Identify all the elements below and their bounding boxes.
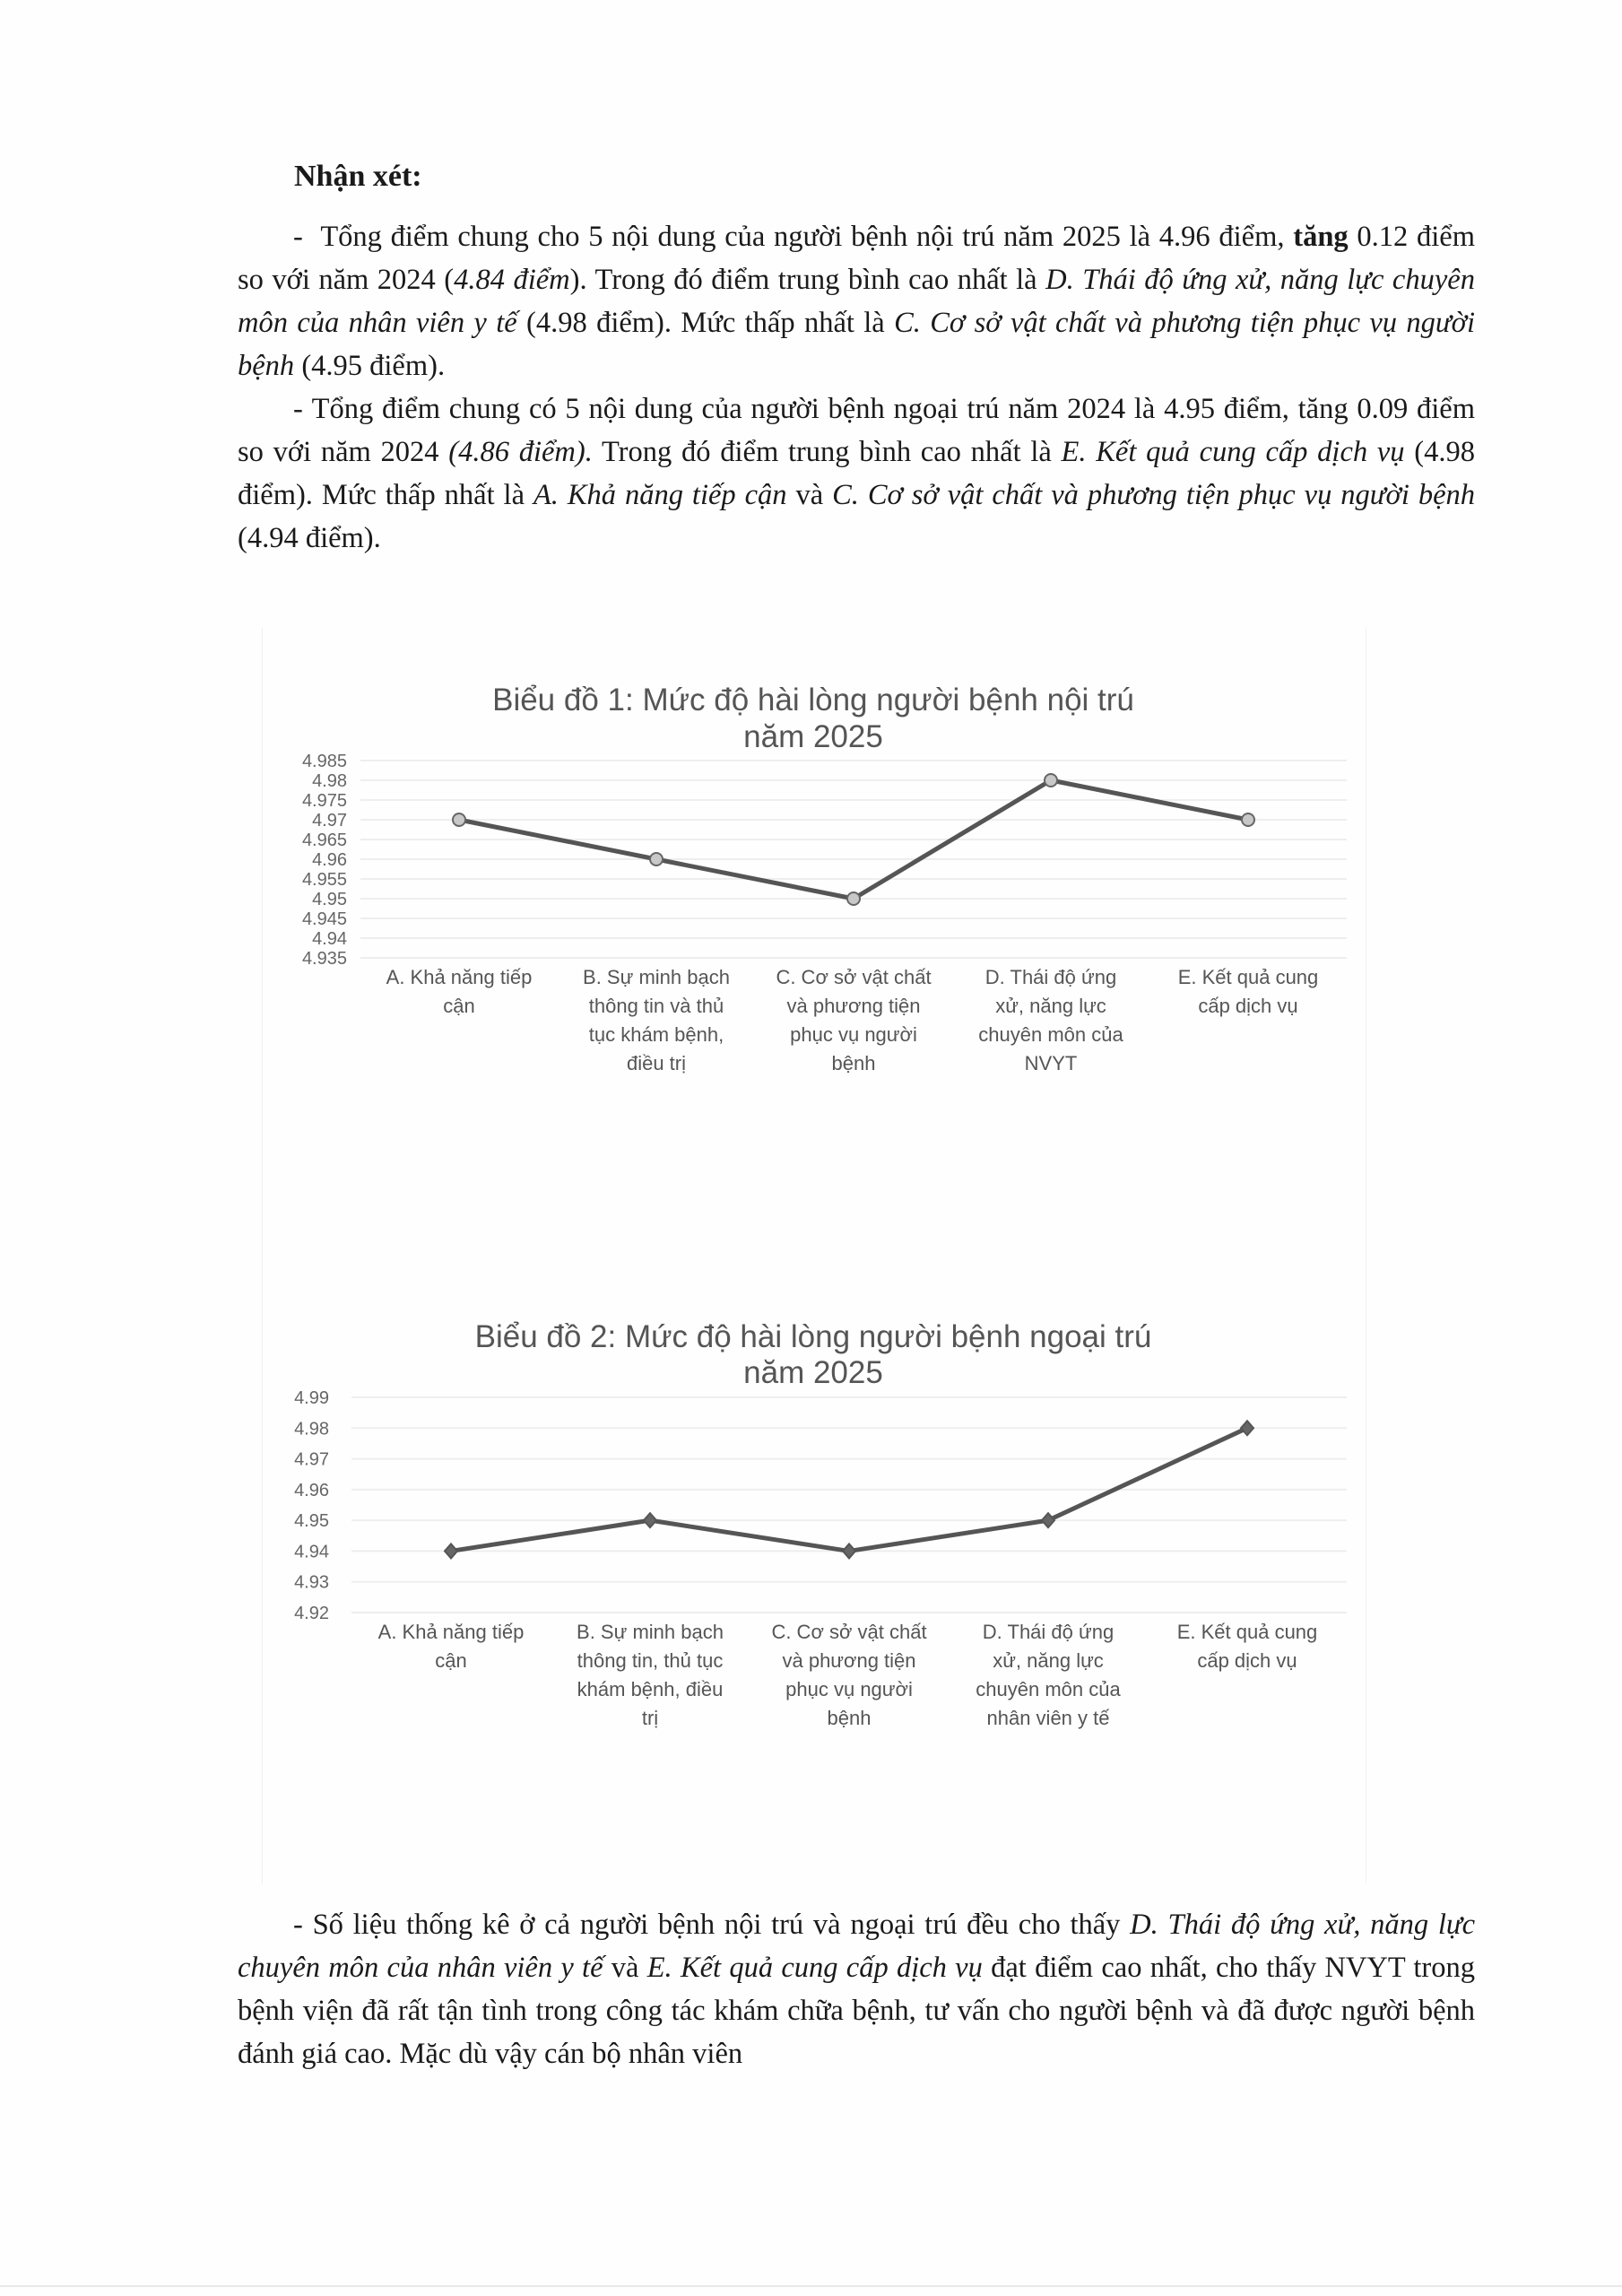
x-category-label: khám bệnh, điều bbox=[577, 1678, 724, 1700]
text-run: và bbox=[786, 479, 833, 511]
section-heading: Nhận xét: bbox=[294, 160, 422, 193]
x-category-label: D. Thái độ ứng bbox=[984, 966, 1117, 988]
data-point-marker bbox=[1241, 1421, 1253, 1435]
x-category-label: bệnh bbox=[827, 1707, 872, 1729]
text-run: ). Trong đó điểm trung bình cao nhất là bbox=[569, 264, 1046, 296]
y-tick-label: 4.93 bbox=[294, 1572, 329, 1593]
chart-inpatient-satisfaction bbox=[262, 628, 1365, 1256]
text-run: và bbox=[603, 1952, 647, 1984]
text-run: đạt điểm cao nhất, cho thấy NVYT trong bệnh viện đã rất tận tình trong công tác khám chữa bệnh, tư vấn cho người bệnh và đã được người bệnh đánh giá cao. Mặc dù vậy cán bộ nhân viên bbox=[238, 1952, 1475, 2070]
data-point-marker bbox=[843, 1544, 855, 1558]
text-run: Trong đó điểm trung bình cao nhất là bbox=[592, 436, 1062, 468]
x-category-label: thông tin và thủ bbox=[588, 995, 724, 1017]
paragraph-outpatient-summary bbox=[238, 387, 1475, 560]
x-category-label: chuyên môn của bbox=[976, 1678, 1121, 1700]
x-category-label: xử, năng lực bbox=[993, 1649, 1104, 1672]
data-point-marker bbox=[1242, 813, 1254, 826]
italic-text: E. Kết quả cung cấp dịch vụ bbox=[646, 1952, 983, 1984]
text-run: (4.94 điểm). bbox=[238, 522, 381, 554]
y-tick-label: 4.95 bbox=[294, 1511, 329, 1532]
data-point-marker bbox=[1042, 1513, 1054, 1527]
y-tick-label: 4.95 bbox=[312, 890, 347, 909]
y-tick-label: 4.97 bbox=[312, 811, 347, 831]
x-category-label: A. Khả năng tiếp bbox=[377, 1621, 525, 1643]
list-dash: - bbox=[293, 221, 303, 253]
y-tick-label: 4.99 bbox=[294, 1388, 329, 1408]
x-category-label: và phương tiện bbox=[782, 1649, 916, 1672]
y-tick-label: 4.985 bbox=[301, 752, 347, 771]
y-tick-label: 4.94 bbox=[312, 929, 347, 949]
text-run: Tổng điểm chung có 5 nội dung của người bệnh ngoại trú năm 2024 là 4.95 điểm, tăng 0.09 điểm so với năm 2024 bbox=[238, 393, 1475, 468]
y-tick-label: 4.98 bbox=[294, 1419, 329, 1439]
italic-text: D. Thái độ ứng xử, năng lực chuyên môn của nhân viên y tế bbox=[238, 1909, 1476, 1984]
data-point-marker bbox=[847, 892, 860, 905]
text-run: Số liệu thống kê ở cả người bệnh nội trú và ngoại trú đều cho thấy bbox=[312, 1909, 1131, 1941]
y-tick-label: 4.945 bbox=[301, 909, 347, 929]
text-run: (4.95 điểm). bbox=[294, 350, 446, 382]
x-category-label: phục vụ người bbox=[785, 1678, 913, 1700]
italic-text: D. Thái độ ứng xử, năng lực chuyên môn của nhân viên y tế bbox=[238, 264, 1475, 339]
bold-text: tăng bbox=[1293, 221, 1349, 253]
page-bottom-edge bbox=[0, 2285, 1622, 2287]
x-category-label: NVYT bbox=[1024, 1052, 1078, 1074]
y-tick-label: 4.97 bbox=[294, 1449, 329, 1470]
italic-text: C. Cơ sở vật chất và phương tiện phục vụ người bệnh bbox=[832, 479, 1475, 511]
paragraph-inpatient-summary bbox=[238, 215, 1475, 387]
text-run: (4.98 điểm). Mức thấp nhất là bbox=[516, 307, 895, 339]
chart-title-line: Biểu đồ 2: Mức độ hài lòng người bệnh ngoại trú bbox=[474, 1319, 1152, 1354]
x-category-label: chuyên môn của bbox=[978, 1023, 1123, 1046]
x-category-label: C. Cơ sở vật chất bbox=[771, 1621, 927, 1643]
x-category-label: E. Kết quả cung bbox=[1177, 966, 1319, 988]
italic-text: C. Cơ sở vật chất và phương tiện phục vụ người bệnh bbox=[238, 307, 1476, 382]
x-category-label: cận bbox=[435, 1649, 467, 1672]
y-tick-label: 4.965 bbox=[301, 831, 347, 850]
x-category-label: điều trị bbox=[626, 1052, 687, 1074]
italic-text: 4.84 điểm bbox=[454, 264, 570, 296]
x-category-label: thông tin, thủ tục bbox=[577, 1649, 724, 1672]
list-dash: - bbox=[293, 1909, 303, 1941]
y-tick-label: 4.94 bbox=[294, 1542, 329, 1562]
chart-title-line: Biểu đồ 1: Mức độ hài lòng người bệnh nội trú bbox=[492, 683, 1134, 718]
y-tick-label: 4.955 bbox=[301, 870, 347, 890]
y-tick-label: 4.935 bbox=[301, 949, 347, 969]
x-category-label: cận bbox=[443, 995, 475, 1017]
paragraph-conclusion bbox=[238, 1903, 1475, 2075]
text-run: Tổng điểm chung cho 5 nội dung của người bệnh nội trú năm 2025 là 4.96 điểm, bbox=[320, 221, 1285, 253]
chart-title-line: năm 2025 bbox=[743, 719, 883, 754]
y-tick-label: 4.96 bbox=[294, 1480, 329, 1500]
chart-title-line: năm 2025 bbox=[743, 1355, 883, 1390]
y-tick-label: 4.92 bbox=[294, 1604, 329, 1623]
x-category-label: cấp dịch vụ bbox=[1197, 1649, 1297, 1672]
x-category-label: C. Cơ sở vật chất bbox=[776, 966, 932, 988]
data-point-marker bbox=[1045, 774, 1057, 787]
x-category-label: B. Sự minh bạch bbox=[577, 1621, 724, 1643]
x-category-label: và phương tiện bbox=[786, 995, 921, 1017]
data-point-marker bbox=[644, 1513, 656, 1527]
y-tick-label: 4.98 bbox=[312, 771, 347, 791]
x-category-label: A. Khả năng tiếp bbox=[386, 966, 533, 988]
list-dash: - bbox=[293, 393, 303, 425]
x-category-label: cấp dịch vụ bbox=[1198, 995, 1298, 1017]
italic-text: A. Khả năng tiếp cận bbox=[533, 479, 787, 511]
data-point-marker bbox=[445, 1544, 457, 1558]
x-category-label: D. Thái độ ứng bbox=[982, 1621, 1115, 1643]
x-category-label: trị bbox=[641, 1707, 659, 1729]
italic-text: (4.86 điểm). bbox=[448, 436, 593, 468]
y-tick-label: 4.96 bbox=[312, 850, 347, 870]
text-run: (4.98 điểm). Mức thấp nhất là bbox=[238, 436, 1475, 511]
italic-text: E. Kết quả cung cấp dịch vụ bbox=[1061, 436, 1405, 468]
x-category-label: bệnh bbox=[831, 1052, 876, 1074]
x-category-label: nhân viên y tế bbox=[986, 1707, 1110, 1729]
data-point-marker bbox=[453, 813, 465, 826]
data-point-marker bbox=[650, 853, 663, 865]
x-category-label: phục vụ người bbox=[790, 1023, 917, 1046]
y-tick-label: 4.975 bbox=[301, 791, 347, 811]
x-category-label: tục khám bệnh, bbox=[588, 1023, 724, 1046]
x-category-label: B. Sự minh bạch bbox=[583, 966, 730, 988]
x-category-label: xử, năng lực bbox=[995, 995, 1106, 1017]
x-category-label: E. Kết quả cung bbox=[1176, 1621, 1318, 1643]
text-run: 0.12 điểm so với năm 2024 ( bbox=[238, 221, 1476, 296]
chart-outpatient-satisfaction bbox=[262, 1274, 1365, 1892]
